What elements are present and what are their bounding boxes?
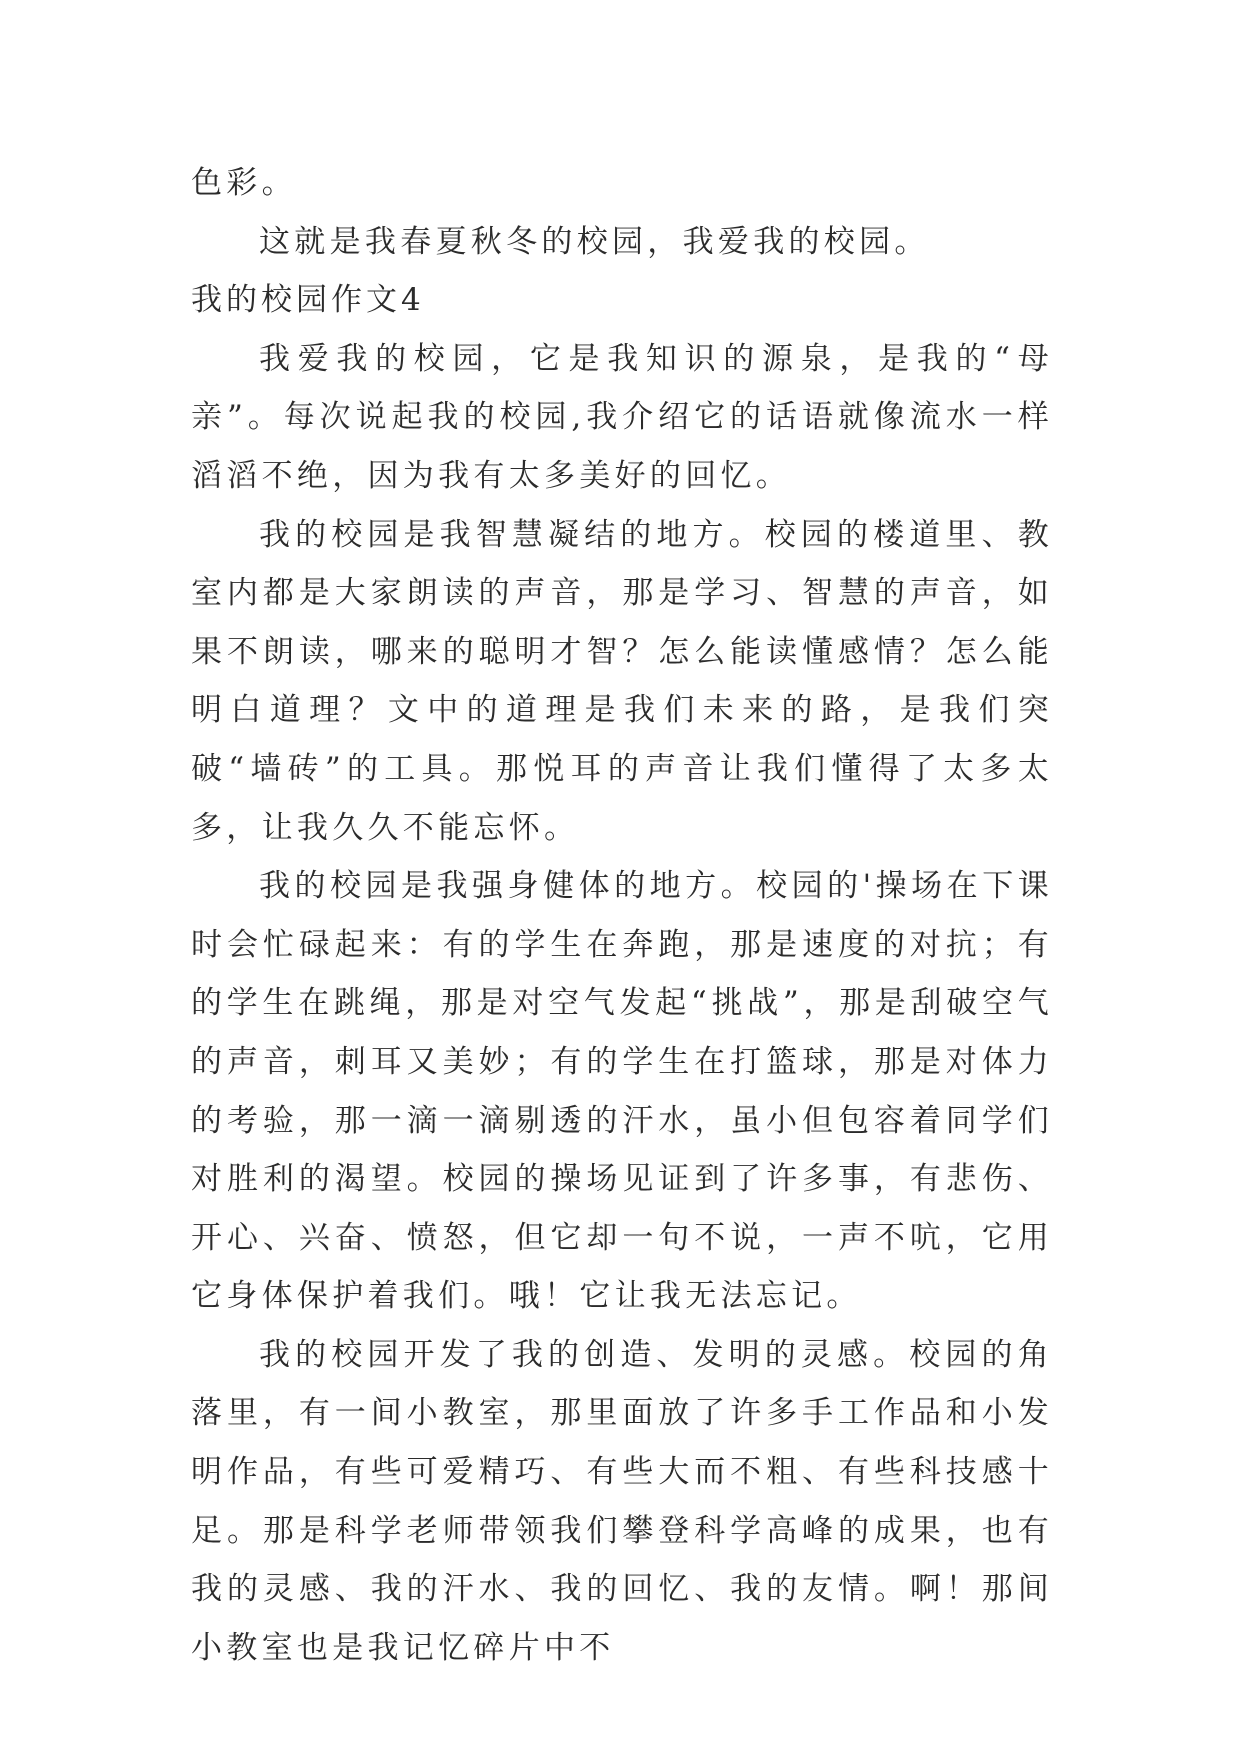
section-heading: 我的校园作文4: [191, 282, 425, 319]
paragraph-fitness: 我的校园是我强身健体的地方。校园的'操场在下课时会忙碌起来：有的学生在奔跑，那是速度的对抗；有的学生在跳绳，那是对空气发起“挑战”，那是刮破空气的声音，刺耳又美妙；有的学生在打篮球，那是对体力的考验，那一滴一滴剔透的汗水，虽小但包容着同学们对胜利的渴望。校园的操场见证到了许多事，有悲伤、开心、兴奋、愤怒，但它却一句不说，一声不吭，它用它身体保护着我们。哦！它让我无法忘记。: [191, 868, 1053, 1315]
paragraph-creativity: 我的校园开发了我的创造、发明的灵感。校园的角落里，有一间小教室，那里面放了许多手工作品和小发明作品，有些可爱精巧、有些大而不粗、有些科技感十足。那是科学老师带领我们攀登科学高峰的成果，也有我的灵感、我的汗水、我的回忆、我的友情。啊！那间小教室也是我记忆碎片中不: [191, 1336, 1053, 1666]
paragraph-closing: 这就是我春夏秋冬的校园，我爱我的校园。: [259, 223, 930, 260]
document-body: [191, 154, 1053, 1677]
paragraph-wisdom: 我的校园是我智慧凝结的地方。校园的楼道里、教室内都是大家朗读的声音，那是学习、智慧的声音，如果不朗读，哪来的聪明才智？怎么能读懂感情？怎么能明白道理？文中的道理是我们未来的路，是我们突破“墙砖”的工具。那悦耳的声音让我们懂得了太多太多，让我久久不能忘怀。: [191, 516, 1053, 846]
paragraph-continuation: 色彩。: [191, 165, 297, 201]
paragraph-intro: 我爱我的校园，它是我知识的源泉，是我的“母亲”。每次说起我的校园,我介绍它的话语就像流水一样滔滔不绝，因为我有太多美好的回忆。: [191, 340, 1053, 494]
